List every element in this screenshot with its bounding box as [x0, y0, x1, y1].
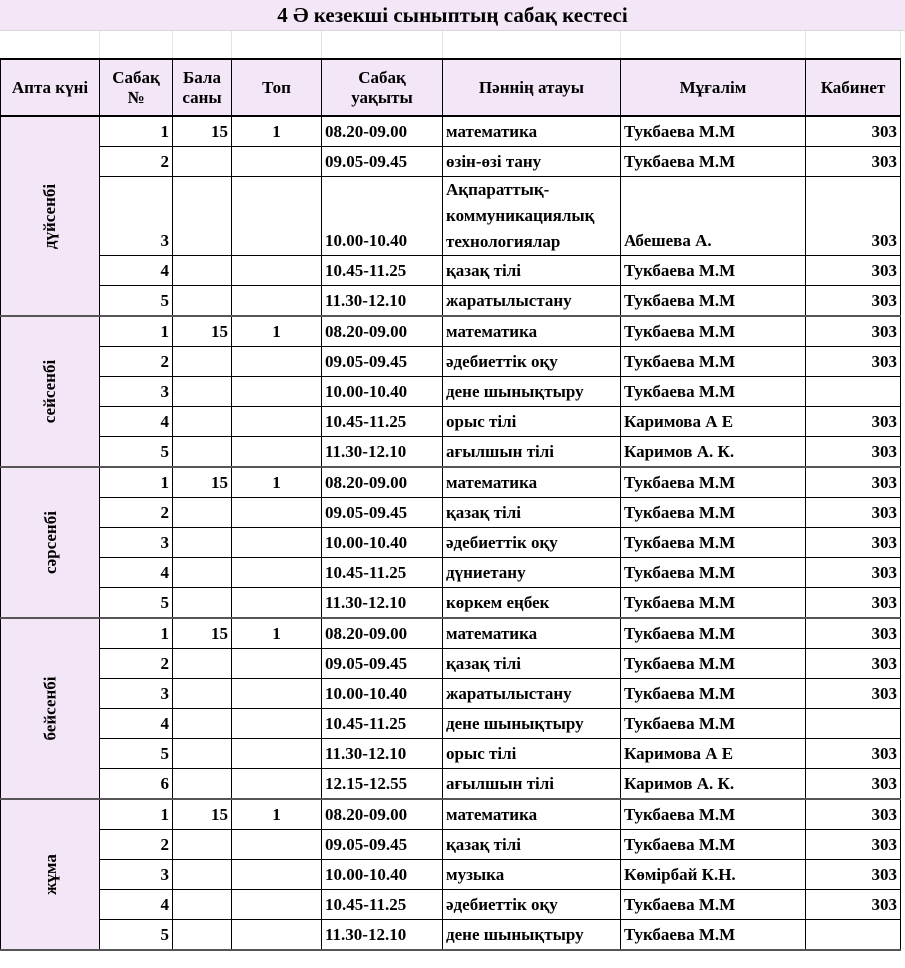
- kids-count-cell[interactable]: 15: [173, 116, 232, 147]
- room-cell[interactable]: 303: [806, 347, 901, 377]
- group-cell[interactable]: 1: [232, 316, 322, 347]
- room-cell[interactable]: [806, 377, 901, 407]
- lesson-number-cell[interactable]: 1: [100, 467, 173, 498]
- subject-cell[interactable]: әдебиеттік оқу: [443, 347, 621, 377]
- room-cell[interactable]: 303: [806, 147, 901, 177]
- header-day[interactable]: Апта күні: [1, 59, 100, 116]
- room-cell[interactable]: 303: [806, 769, 901, 800]
- kids-count-cell[interactable]: [173, 679, 232, 709]
- day-cell[interactable]: [1, 618, 100, 799]
- group-cell[interactable]: [232, 920, 322, 951]
- teacher-cell[interactable]: Каримова А Е: [621, 407, 806, 437]
- group-cell[interactable]: [232, 347, 322, 377]
- schedule-table: [0, 58, 901, 951]
- kids-count-cell[interactable]: 15: [173, 467, 232, 498]
- table-row: [1, 679, 901, 709]
- lesson-number-cell[interactable]: 5: [100, 286, 173, 317]
- table-row: [1, 830, 901, 860]
- table-row: [1, 347, 901, 377]
- teacher-cell[interactable]: Каримов А. К.: [621, 769, 806, 800]
- group-cell[interactable]: [232, 739, 322, 769]
- lesson-time-cell[interactable]: 08.20-09.00: [322, 799, 443, 830]
- teacher-cell[interactable]: Каримова А Е: [621, 739, 806, 769]
- table-row: [1, 769, 901, 800]
- subject-cell[interactable]: ағылшын тілі: [443, 437, 621, 468]
- group-cell[interactable]: [232, 147, 322, 177]
- teacher-cell[interactable]: Тукбаева М.М: [621, 799, 806, 830]
- day-label: бейсенбі: [40, 676, 60, 741]
- kids-count-cell[interactable]: [173, 256, 232, 286]
- table-row: [1, 649, 901, 679]
- subject-cell[interactable]: дене шынықтыру: [443, 920, 621, 951]
- room-cell[interactable]: 303: [806, 649, 901, 679]
- table-row: [1, 377, 901, 407]
- room-cell[interactable]: 303: [806, 558, 901, 588]
- day-label: жұма: [40, 854, 60, 895]
- header-kids-count[interactable]: Бала саны: [173, 59, 232, 116]
- table-row: [1, 147, 901, 177]
- room-cell[interactable]: 303: [806, 177, 901, 256]
- subject-cell[interactable]: орыс тілі: [443, 407, 621, 437]
- table-row: [1, 618, 901, 649]
- room-cell[interactable]: 303: [806, 890, 901, 920]
- subject-cell[interactable]: өзін-өзі тану: [443, 147, 621, 177]
- lesson-number-cell[interactable]: 1: [100, 316, 173, 347]
- lesson-number-cell[interactable]: 3: [100, 377, 173, 407]
- group-cell[interactable]: [232, 407, 322, 437]
- group-cell[interactable]: [232, 558, 322, 588]
- kids-count-cell[interactable]: [173, 177, 232, 256]
- table-row: [1, 316, 901, 347]
- kids-count-cell[interactable]: 15: [173, 316, 232, 347]
- subject-cell[interactable]: қазақ тілі: [443, 649, 621, 679]
- subject-cell[interactable]: математика: [443, 467, 621, 498]
- subject-cell[interactable]: математика: [443, 618, 621, 649]
- kids-count-cell[interactable]: [173, 558, 232, 588]
- room-cell[interactable]: 303: [806, 739, 901, 769]
- day-cell[interactable]: [1, 116, 100, 316]
- room-cell[interactable]: 303: [806, 860, 901, 890]
- day-cell[interactable]: [1, 467, 100, 618]
- lesson-time-cell[interactable]: 09.05-09.45: [322, 498, 443, 528]
- lesson-number-cell[interactable]: 1: [100, 618, 173, 649]
- teacher-cell[interactable]: Тукбаева М.М: [621, 256, 806, 286]
- lesson-number-cell[interactable]: 3: [100, 679, 173, 709]
- lesson-time-cell[interactable]: 09.05-09.45: [322, 649, 443, 679]
- lesson-number-cell[interactable]: 4: [100, 256, 173, 286]
- kids-count-cell[interactable]: [173, 649, 232, 679]
- subject-cell[interactable]: қазақ тілі: [443, 498, 621, 528]
- table-row: [1, 256, 901, 286]
- header-group[interactable]: Топ: [232, 59, 322, 116]
- day-cell[interactable]: [1, 799, 100, 950]
- table-row: [1, 116, 901, 147]
- day-label: дүйсенбі: [40, 183, 60, 249]
- room-cell[interactable]: 303: [806, 286, 901, 317]
- lesson-number-cell[interactable]: 4: [100, 407, 173, 437]
- table-row: [1, 799, 901, 830]
- lesson-time-cell[interactable]: 11.30-12.10: [322, 588, 443, 619]
- lesson-number-cell[interactable]: 3: [100, 860, 173, 890]
- lesson-number-cell[interactable]: 1: [100, 799, 173, 830]
- lesson-number-cell[interactable]: 4: [100, 890, 173, 920]
- kids-count-cell[interactable]: [173, 709, 232, 739]
- group-cell[interactable]: [232, 649, 322, 679]
- teacher-cell[interactable]: Тукбаева М.М: [621, 709, 806, 739]
- group-cell[interactable]: 1: [232, 799, 322, 830]
- kids-count-cell[interactable]: [173, 920, 232, 951]
- group-cell[interactable]: [232, 528, 322, 558]
- subject-cell[interactable]: дүниетану: [443, 558, 621, 588]
- lesson-number-cell[interactable]: 5: [100, 739, 173, 769]
- lesson-number-cell[interactable]: 6: [100, 769, 173, 800]
- table-row: [1, 588, 901, 619]
- teacher-cell[interactable]: Тукбаева М.М: [621, 316, 806, 347]
- group-cell[interactable]: [232, 177, 322, 256]
- header-row: [1, 59, 901, 116]
- lesson-time-cell[interactable]: 11.30-12.10: [322, 437, 443, 468]
- lesson-time-cell[interactable]: 10.45-11.25: [322, 890, 443, 920]
- room-cell[interactable]: 303: [806, 116, 901, 147]
- table-row: [1, 920, 901, 951]
- lesson-time-cell[interactable]: 10.45-11.25: [322, 256, 443, 286]
- kids-count-cell[interactable]: [173, 347, 232, 377]
- lesson-number-cell[interactable]: 4: [100, 709, 173, 739]
- table-row: [1, 498, 901, 528]
- empty-row: [0, 31, 905, 58]
- lesson-time-cell[interactable]: 10.00-10.40: [322, 177, 443, 256]
- kids-count-cell[interactable]: [173, 769, 232, 800]
- kids-count-cell[interactable]: [173, 739, 232, 769]
- teacher-cell[interactable]: Тукбаева М.М: [621, 147, 806, 177]
- group-cell[interactable]: [232, 769, 322, 800]
- room-cell[interactable]: 303: [806, 618, 901, 649]
- lesson-number-cell[interactable]: 2: [100, 498, 173, 528]
- table-row: [1, 467, 901, 498]
- kids-count-cell[interactable]: [173, 147, 232, 177]
- sheet-title: 4 Ә кезекші сыныптың сабақ кестесі: [0, 0, 905, 31]
- header-lesson-time[interactable]: Сабақ уақыты: [322, 59, 443, 116]
- subject-cell[interactable]: әдебиеттік оқу: [443, 890, 621, 920]
- subject-cell[interactable]: математика: [443, 116, 621, 147]
- lesson-time-cell[interactable]: 10.00-10.40: [322, 377, 443, 407]
- group-cell[interactable]: [232, 377, 322, 407]
- subject-cell[interactable]: дене шынықтыру: [443, 709, 621, 739]
- room-cell[interactable]: 303: [806, 830, 901, 860]
- lesson-time-cell[interactable]: 12.15-12.55: [322, 769, 443, 800]
- lesson-time-cell[interactable]: 10.00-10.40: [322, 679, 443, 709]
- lesson-number-cell[interactable]: 2: [100, 347, 173, 377]
- lesson-time-cell[interactable]: 08.20-09.00: [322, 116, 443, 147]
- subject-cell[interactable]: ағылшын тілі: [443, 769, 621, 800]
- lesson-number-cell[interactable]: 3: [100, 177, 173, 256]
- lesson-time-cell[interactable]: 11.30-12.10: [322, 920, 443, 951]
- table-row: [1, 286, 901, 317]
- group-cell[interactable]: 1: [232, 618, 322, 649]
- teacher-cell[interactable]: Тукбаева М.М: [621, 558, 806, 588]
- kids-count-cell[interactable]: 15: [173, 618, 232, 649]
- table-row: [1, 558, 901, 588]
- table-row: [1, 528, 901, 558]
- header-lesson-number[interactable]: Сабақ №: [100, 59, 173, 116]
- subject-cell[interactable]: орыс тілі: [443, 739, 621, 769]
- teacher-cell[interactable]: Тукбаева М.М: [621, 588, 806, 619]
- subject-cell[interactable]: жаратылыстану: [443, 286, 621, 317]
- room-cell[interactable]: 303: [806, 467, 901, 498]
- lesson-time-cell[interactable]: 09.05-09.45: [322, 147, 443, 177]
- kids-count-cell[interactable]: [173, 437, 232, 468]
- subject-cell[interactable]: жаратылыстану: [443, 679, 621, 709]
- header-teacher[interactable]: Мұғалім: [621, 59, 806, 116]
- teacher-cell[interactable]: Каримов А. К.: [621, 437, 806, 468]
- teacher-cell[interactable]: Тукбаева М.М: [621, 498, 806, 528]
- table-row: [1, 437, 901, 468]
- group-cell[interactable]: [232, 588, 322, 619]
- kids-count-cell[interactable]: [173, 890, 232, 920]
- kids-count-cell[interactable]: [173, 407, 232, 437]
- table-row: [1, 709, 901, 739]
- lesson-time-cell[interactable]: 08.20-09.00: [322, 618, 443, 649]
- lesson-time-cell[interactable]: 09.05-09.45: [322, 347, 443, 377]
- lesson-number-cell[interactable]: 5: [100, 920, 173, 951]
- lesson-number-cell[interactable]: 5: [100, 437, 173, 468]
- kids-count-cell[interactable]: [173, 588, 232, 619]
- group-cell[interactable]: [232, 830, 322, 860]
- teacher-cell[interactable]: Тукбаева М.М: [621, 347, 806, 377]
- group-cell[interactable]: [232, 437, 322, 468]
- lesson-time-cell[interactable]: 10.45-11.25: [322, 558, 443, 588]
- lesson-number-cell[interactable]: 2: [100, 147, 173, 177]
- group-cell[interactable]: [232, 709, 322, 739]
- subject-cell[interactable]: әдебиеттік оқу: [443, 528, 621, 558]
- subject-cell[interactable]: Ақпараттық-коммуникациялық технологиялар: [443, 177, 621, 256]
- lesson-time-cell[interactable]: 08.20-09.00: [322, 467, 443, 498]
- lesson-number-cell[interactable]: 2: [100, 830, 173, 860]
- teacher-cell[interactable]: Абешева А.: [621, 177, 806, 256]
- teacher-cell[interactable]: Тукбаева М.М: [621, 618, 806, 649]
- header-subject[interactable]: Пәннің атауы: [443, 59, 621, 116]
- kids-count-cell[interactable]: [173, 830, 232, 860]
- subject-cell[interactable]: қазақ тілі: [443, 830, 621, 860]
- room-cell[interactable]: 303: [806, 256, 901, 286]
- lesson-number-cell[interactable]: 3: [100, 528, 173, 558]
- room-cell[interactable]: 303: [806, 316, 901, 347]
- room-cell[interactable]: 303: [806, 588, 901, 619]
- table-row: [1, 860, 901, 890]
- group-cell[interactable]: 1: [232, 116, 322, 147]
- teacher-cell[interactable]: Тукбаева М.М: [621, 377, 806, 407]
- room-cell[interactable]: [806, 709, 901, 739]
- kids-count-cell[interactable]: 15: [173, 799, 232, 830]
- table-row: [1, 739, 901, 769]
- lesson-time-cell[interactable]: 08.20-09.00: [322, 316, 443, 347]
- day-label: сейсенбі: [40, 359, 60, 424]
- kids-count-cell[interactable]: [173, 498, 232, 528]
- room-cell[interactable]: 303: [806, 437, 901, 468]
- lesson-time-cell[interactable]: 10.00-10.40: [322, 528, 443, 558]
- subject-cell[interactable]: қазақ тілі: [443, 256, 621, 286]
- lesson-time-cell[interactable]: 11.30-12.10: [322, 739, 443, 769]
- teacher-cell[interactable]: Тукбаева М.М: [621, 649, 806, 679]
- subject-cell[interactable]: көркем еңбек: [443, 588, 621, 619]
- teacher-cell[interactable]: Тукбаева М.М: [621, 286, 806, 317]
- lesson-number-cell[interactable]: 2: [100, 649, 173, 679]
- room-cell[interactable]: 303: [806, 407, 901, 437]
- lesson-number-cell[interactable]: 5: [100, 588, 173, 619]
- teacher-cell[interactable]: Тукбаева М.М: [621, 830, 806, 860]
- lesson-time-cell[interactable]: 10.45-11.25: [322, 709, 443, 739]
- teacher-cell[interactable]: Тукбаева М.М: [621, 528, 806, 558]
- lesson-number-cell[interactable]: 1: [100, 116, 173, 147]
- teacher-cell[interactable]: Тукбаева М.М: [621, 679, 806, 709]
- kids-count-cell[interactable]: [173, 377, 232, 407]
- teacher-cell[interactable]: Көмірбай К.Н.: [621, 860, 806, 890]
- group-cell[interactable]: [232, 498, 322, 528]
- subject-cell[interactable]: математика: [443, 799, 621, 830]
- group-cell[interactable]: [232, 679, 322, 709]
- room-cell[interactable]: 303: [806, 679, 901, 709]
- header-room[interactable]: Кабинет: [806, 59, 901, 116]
- teacher-cell[interactable]: Тукбаева М.М: [621, 920, 806, 951]
- group-cell[interactable]: [232, 860, 322, 890]
- table-row: [1, 407, 901, 437]
- kids-count-cell[interactable]: [173, 528, 232, 558]
- group-cell[interactable]: [232, 890, 322, 920]
- day-label: сәрсенбі: [40, 511, 60, 574]
- teacher-cell[interactable]: Тукбаева М.М: [621, 890, 806, 920]
- lesson-time-cell[interactable]: 10.45-11.25: [322, 407, 443, 437]
- table-row: [1, 177, 901, 256]
- table-row: [1, 890, 901, 920]
- lesson-number-cell[interactable]: 4: [100, 558, 173, 588]
- group-cell[interactable]: 1: [232, 467, 322, 498]
- kids-count-cell[interactable]: [173, 286, 232, 317]
- subject-cell[interactable]: математика: [443, 316, 621, 347]
- room-cell[interactable]: 303: [806, 799, 901, 830]
- teacher-cell[interactable]: Тукбаева М.М: [621, 467, 806, 498]
- lesson-time-cell[interactable]: 11.30-12.10: [322, 286, 443, 317]
- room-cell[interactable]: [806, 920, 901, 951]
- subject-cell[interactable]: дене шынықтыру: [443, 377, 621, 407]
- room-cell[interactable]: 303: [806, 528, 901, 558]
- lesson-time-cell[interactable]: 10.00-10.40: [322, 860, 443, 890]
- group-cell[interactable]: [232, 286, 322, 317]
- teacher-cell[interactable]: Тукбаева М.М: [621, 116, 806, 147]
- room-cell[interactable]: 303: [806, 498, 901, 528]
- subject-cell[interactable]: музыка: [443, 860, 621, 890]
- group-cell[interactable]: [232, 256, 322, 286]
- lesson-time-cell[interactable]: 09.05-09.45: [322, 830, 443, 860]
- kids-count-cell[interactable]: [173, 860, 232, 890]
- day-cell[interactable]: [1, 316, 100, 467]
